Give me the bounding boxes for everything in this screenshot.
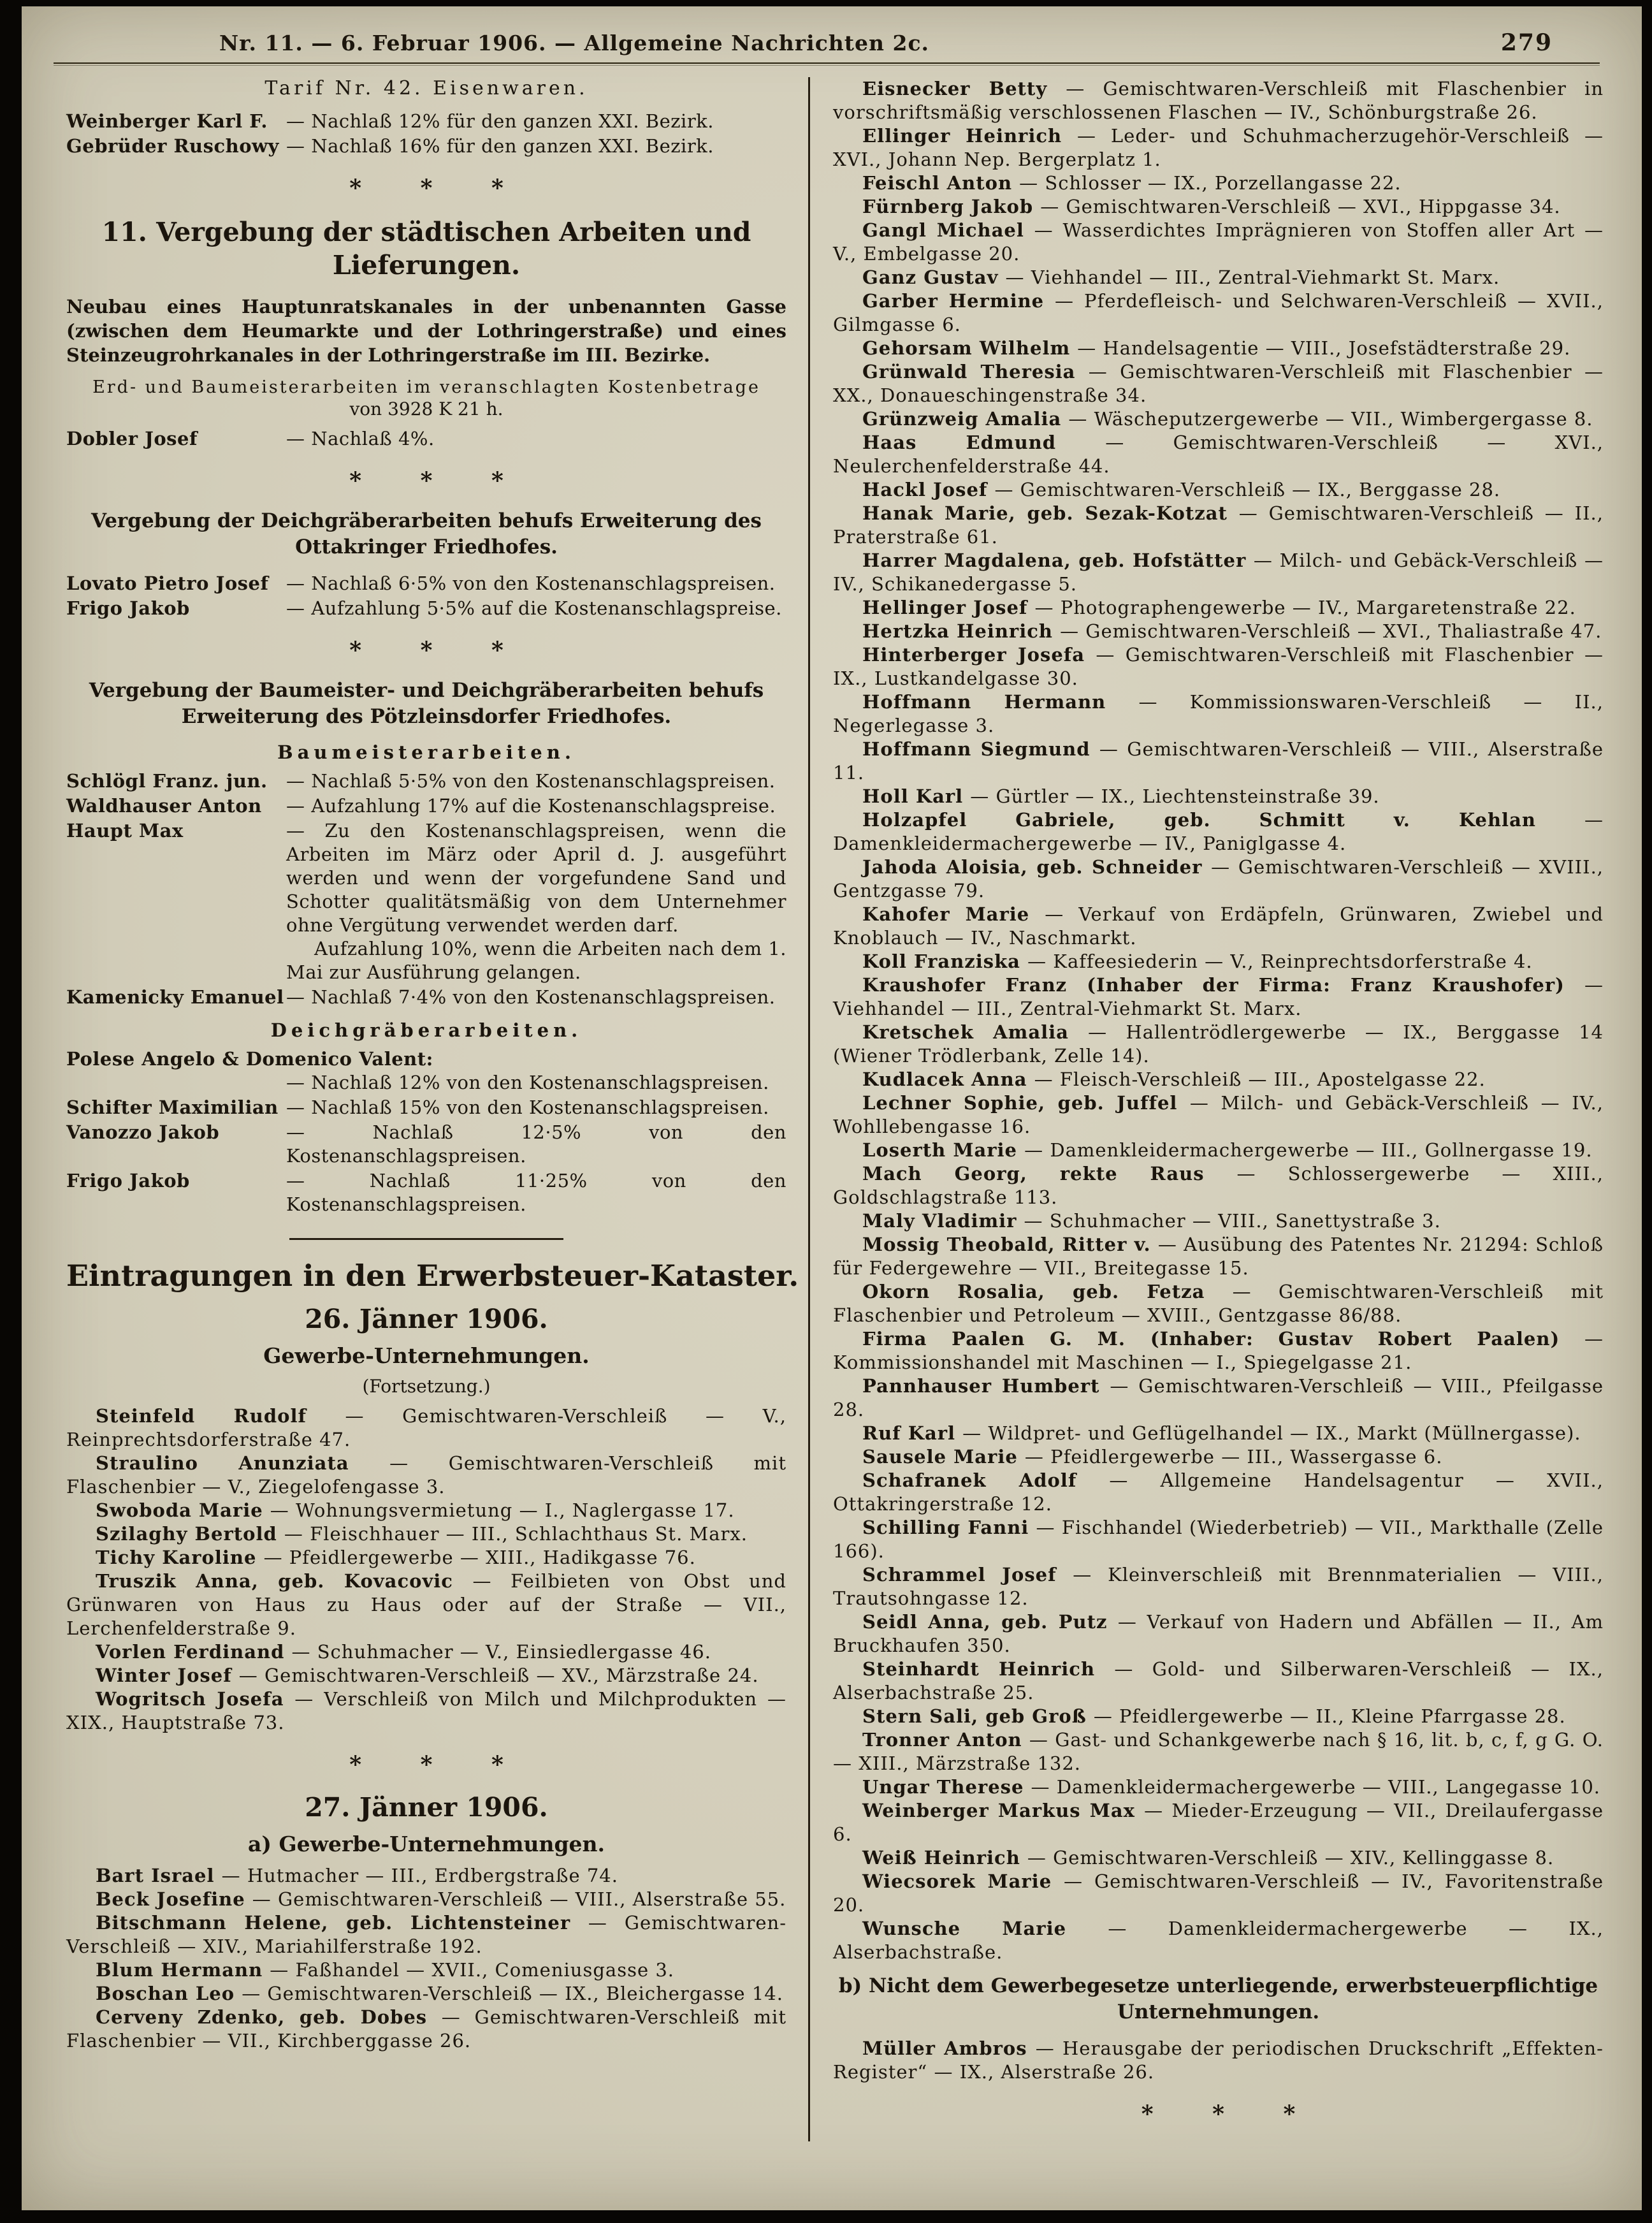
entry: Kraushofer Franz (Inhaber der Firma: Franz Kraushofer) — Viehhandel — III., Zentral-Viehmarkt St. Marx. [833, 974, 1604, 1019]
entry-text: — Zu den Kostenanschlagspreisen, wenn die Arbeiten im März oder April d. J. ausgeführt werden und wenn der vorgefundene Sand und Schotter qualitätsmäßig von dem Unternehmer ohne Vergütung verwendet werden darf. Aufzahlung 10%, wenn die Arbeiten nach dem 1. Mai zur Ausführung gelangen. [286, 820, 786, 983]
entry-name: Hertzka Heinrich [862, 620, 1061, 642]
entry-name: Pannhauser Humbert [862, 1375, 1110, 1397]
entry: Steinhardt Heinrich — Gold- und Silberwaren-Verschleiß — IX., Alserbachstraße 25. [833, 1658, 1604, 1703]
entry-name: Haupt Max [66, 820, 184, 842]
entry-name: Jahoda Aloisia, geb. Schneider [862, 856, 1212, 878]
entry: Firma Paalen G. M. (Inhaber: Gustav Robert Paalen) — Kommissionshandel mit Maschinen — I., Spiegelgasse 21. [833, 1328, 1604, 1373]
entry-name: Vanozzo Jakob [66, 1121, 220, 1143]
stars: * * * [349, 637, 504, 664]
entry: Boschan Leo — Gemischtwaren-Verschleiß — IX., Bleichergasse 14. [96, 1983, 783, 2004]
name-row [66, 794, 786, 818]
stars: * * * [349, 467, 504, 494]
entry: Bitschmann Helene, geb. Lichtensteiner — Gemischtwaren-Verschleiß — XIV., Mariahilferstraße 192. [66, 1912, 787, 1957]
date-heading: 26. Jänner 1906. [305, 1304, 548, 1334]
entry-name: Lovato Pietro Josef [66, 572, 269, 594]
entry-name: Haas Edmund [862, 432, 1106, 453]
entry-name: Weiß Heinrich [862, 1847, 1027, 1869]
entry-text: — Nachlaß 12% für den ganzen XXI. Bezirk. [286, 110, 714, 132]
entry-name: Schilling Fanni [862, 1517, 1036, 1538]
entry: Tichy Karoline — Pfeidlergewerbe — XIII., Hadikgasse 76. [96, 1547, 696, 1568]
entry-name: Kretschek Amalia [862, 1021, 1089, 1043]
entry-name: Weinberger Karl F. [66, 110, 268, 132]
entry-name: Polese Angelo & Domenico Valent: [66, 1048, 433, 1070]
entry: Swoboda Marie — Wohnungsvermietung — I., Naglergasse 17. [96, 1499, 735, 1521]
entry-name: Hellinger Josef [862, 597, 1035, 618]
name-row [66, 597, 786, 620]
entry: Mach Georg, rekte Raus — Schlossergewerbe — XIII., Goldschlagstraße 113. [833, 1163, 1604, 1208]
entry-name: Cerveny Zdenko, geb. Dobes [96, 2006, 442, 2028]
entry-text: — Aufzahlung 5·5% auf die Kostenanschlagspreise. [286, 597, 782, 619]
entry: Grünzweig Amalia — Wäscheputzergewerbe — VII., Wimbergergasse 8. [862, 408, 1593, 430]
name-row-wide [66, 1047, 786, 1095]
entry-name: Beck Josefine [96, 1888, 252, 1910]
entry: Feischl Anton — Schlosser — IX., Porzellangasse 22. [862, 172, 1402, 194]
spaced-center: Baumeisterarbeiten. [277, 741, 576, 763]
entry-name: Wunsche Marie [862, 1918, 1108, 1939]
entry-name: Tichy Karoline [96, 1547, 264, 1568]
entry-text: — Aufzahlung 17% auf die Kostenanschlagspreise. [286, 795, 776, 817]
section-heading: 11. Vergebung der städtischen Arbeiten und Lieferungen. [101, 217, 751, 281]
entry: Cerveny Zdenko, geb. Dobes — Gemischtwaren-Verschleiß mit Flaschenbier — VII., Kirchberggasse 26. [66, 2006, 786, 2052]
entry: Winter Josef — Gemischtwaren-Verschleiß — XV., Märzstraße 24. [96, 1665, 759, 1686]
header-title: Nr. 11. — 6. Februar 1906. — Allgemeine Nachrichten 2c. [219, 31, 930, 55]
entry-name: Ellinger Heinrich [862, 125, 1077, 147]
entry-name: Boschan Leo [96, 1983, 242, 2004]
stars: * * * [349, 175, 504, 201]
entry: Hackl Josef — Gemischtwaren-Verschleiß — IX., Berggasse 28. [862, 479, 1501, 500]
entry-name: Feischl Anton [862, 172, 1020, 194]
entry: Hoffmann Hermann — Kommissionswaren-Verschleiß — II., Negerlegasse 3. [833, 691, 1604, 736]
name-row [66, 1169, 786, 1216]
entry: Steinfeld Rudolf — Gemischtwaren-Verschleiß — V., Reinprechtsdorferstraße 47. [66, 1405, 786, 1450]
entry-name: Gehorsam Wilhelm [862, 337, 1078, 359]
entry: Okorn Rosalia, geb. Fetza — Gemischtwaren-Verschleiß mit Flaschenbier und Petroleum — XVIII., Gentzgasse 86/88. [833, 1281, 1604, 1326]
entry: Harrer Magdalena, geb. Hofstätter — Milch- und Gebäck-Verschleiß — IV., Schikanedergasse 5. [833, 550, 1604, 595]
entry-name: Truszik Anna, geb. Kovacovic [96, 1570, 473, 1592]
entry: Straulino Anunziata — Gemischtwaren-Verschleiß mit Flaschenbier — V., Ziegelofengasse 3. [66, 1452, 786, 1498]
entry-name: Stern Sali, geb Groß [862, 1705, 1094, 1727]
entry-name: Maly Vladimir [862, 1210, 1024, 1232]
left-column [66, 77, 808, 2141]
entry-name: Ungar Therese [862, 1776, 1031, 1798]
entry-name: Straulino Anunziata [96, 1452, 390, 1474]
entry-name: Schafranek Adolf [862, 1469, 1110, 1491]
entry-name: Blum Hermann [96, 1959, 270, 1981]
entry-name: Waldhauser Anton [66, 795, 262, 817]
stars: * * * [349, 1751, 504, 1778]
entry-name: Wiecsorek Marie [862, 1870, 1064, 1892]
entry: Wogritsch Josefa — Verschleiß von Milch und Milchprodukten — XIX., Hauptstraße 73. [66, 1688, 786, 1733]
entry-name: Hackl Josef [862, 479, 995, 500]
entry: Truszik Anna, geb. Kovacovic — Feilbieten von Obst und Grünwaren von Haus zu Haus oder auf der Straße — VII., Lerchenfelderstraße 9. [66, 1570, 786, 1639]
entry-name: Gangl Michael [862, 219, 1034, 241]
entry-name: Hinterberger Josefa [862, 644, 1096, 666]
entry-name: Kahofer Marie [862, 903, 1045, 925]
entry-name: Müller Ambros [862, 2037, 1036, 2059]
sub-heading: Vergebung der Baumeister- und Deichgräberarbeiten behufs Erweiterung des Pötzleinsdorfer Friedhofes. [89, 679, 764, 728]
entry: Maly Vladimir — Schuhmacher — VIII., Sanettystraße 3. [862, 1210, 1441, 1232]
entry-name: Bitschmann Helene, geb. Lichtensteiner [96, 1912, 588, 1934]
entry: Kahofer Marie — Verkauf von Erdäpfeln, Grünwaren, Zwiebel und Knoblauch — IV., Naschmarkt. [833, 903, 1604, 949]
entry-name: Frigo Jakob [66, 597, 190, 619]
entry: Schilling Fanni — Fischhandel (Wiederbetrieb) — VII., Markthalle (Zelle 166). [833, 1517, 1604, 1562]
entry: Koll Franziska — Kaffeesiederin — V., Reinprechtsdorferstraße 4. [862, 951, 1533, 972]
entry-name: Gebrüder Ruschowy [66, 135, 279, 157]
entry-text: — Nachlaß 5·5% von den Kostenanschlagspreisen. [286, 770, 776, 792]
stars: * * * [1141, 2101, 1296, 2127]
entry: Ganz Gustav — Viehhandel — III., Zentral-Viehmarkt St. Marx. [862, 266, 1500, 288]
entry-name: Kraushofer Franz (Inhaber der Firma: Franz Kraushofer) [862, 974, 1584, 996]
entry: Hanak Marie, geb. Sezak-Kotzat — Gemischtwaren-Verschleiß — II., Praterstraße 61. [833, 502, 1604, 548]
entry: Beck Josefine — Gemischtwaren-Verschleiß — VIII., Alserstraße 55. [96, 1888, 786, 1910]
entry: Eisnecker Betty — Gemischtwaren-Verschleiß mit Flaschenbier in vorschriftsmäßig verschlossenen Flaschen — IV., Schönburgstraße 26. [833, 78, 1604, 123]
name-row [66, 572, 786, 595]
entry-name: Weinberger Markus Max [862, 1800, 1145, 1821]
entry: Ungar Therese — Damenkleidermachergewerbe — VIII., Langegasse 10. [862, 1776, 1601, 1798]
entry-name: Harrer Magdalena, geb. Hofstätter [862, 550, 1254, 571]
right-column [810, 77, 1604, 2141]
spaced-center: Deichgräberarbeiten. [270, 1019, 583, 1041]
entry-text: — Nachlaß 16% für den ganzen XXI. Bezirk. [286, 135, 714, 157]
entry-text: — Nachlaß 15% von den Kostenanschlagspreisen. [286, 1097, 769, 1118]
entry-text: — Nachlaß 4%. [286, 428, 435, 449]
entry-name: Grünwald Theresia [862, 361, 1089, 383]
entry-name: Hoffmann Siegmund [862, 738, 1099, 760]
page-number: 279 [1500, 29, 1553, 56]
entry-name: Eisnecker Betty [862, 78, 1066, 99]
entry: Stern Sali, geb Groß — Pfeidlergewerbe — II., Kleine Pfarrgasse 28. [862, 1705, 1566, 1727]
entry-name: Schlögl Franz. jun. [66, 770, 268, 792]
group-heading: Gewerbe-Unternehmungen. [263, 1343, 590, 1368]
entry: Seidl Anna, geb. Putz — Verkauf von Hadern und Abfällen — II., Am Bruckhaufen 350. [833, 1611, 1604, 1656]
entry-name: Garber Hermine [862, 290, 1055, 312]
entry: Ruf Karl — Wildpret- und Geflügelhandel — IX., Markt (Müllnergasse). [862, 1422, 1581, 1444]
entry-text: — Nachlaß 6·5% von den Kostenanschlagspreisen. [286, 572, 776, 594]
entry-name: Sausele Marie [862, 1446, 1025, 1468]
entry-name: Okorn Rosalia, geb. Fetza [862, 1281, 1233, 1302]
big-heading: Eintragungen in den Erwerbsteuer-Kataster. [66, 1258, 799, 1293]
entry: Weinberger Markus Max — Mieder-Erzeugung — VII., Dreilaufergasse 6. [833, 1800, 1604, 1845]
entry-name: Wogritsch Josefa [96, 1688, 295, 1710]
entry: Gangl Michael — Wasserdichtes Imprägnieren von Stoffen aller Art — V., Embelgasse 20. [833, 219, 1604, 265]
entry: Mossig Theobald, Ritter v. — Ausübung des Patentes Nr. 21294: Schloß für Federgewehre — VII., Breitegasse 15. [833, 1234, 1604, 1279]
entry: Loserth Marie — Damenkleidermachergewerbe — III., Gollnergasse 19. [862, 1139, 1593, 1161]
entry-name: Hanak Marie, geb. Sezak-Kotzat [862, 502, 1239, 524]
date-heading: 27. Jänner 1906. [305, 1792, 548, 1823]
rule [289, 1238, 563, 1240]
entry: Gehorsam Wilhelm — Handelsagentie — VIII., Josefstädterstraße 29. [862, 337, 1571, 359]
entry-name: Ganz Gustav [862, 266, 1006, 288]
entry-name: Loserth Marie [862, 1139, 1025, 1161]
entry: Lechner Sophie, geb. Juffel — Milch- und Gebäck-Verschleiß — IV., Wohllebengasse 16. [833, 1092, 1604, 1137]
entry-name: Steinfeld Rudolf [96, 1405, 345, 1427]
entry-name: Mossig Theobald, Ritter v. [862, 1234, 1158, 1255]
entry: Schafranek Adolf — Allgemeine Handelsagentur — XVII., Ottakringerstraße 12. [833, 1469, 1604, 1515]
name-row [66, 986, 786, 1009]
entry: Blum Hermann — Faßhandel — XVII., Comeniusgasse 3. [96, 1959, 675, 1981]
entry: Garber Hermine — Pferdefleisch- und Selchwaren-Verschleiß — XVII., Gilmgasse 6. [833, 290, 1604, 335]
center-line: (Fortsetzung.) [362, 1376, 491, 1397]
entry: Holl Karl — Gürtler — IX., Liechtensteinstraße 39. [862, 785, 1380, 807]
name-row [66, 135, 786, 158]
entry-name: Seidl Anna, geb. Putz [862, 1611, 1118, 1633]
entry-text: — Nachlaß 12·5% von den Kostenanschlagspreisen. [286, 1121, 786, 1167]
entry: Vorlen Ferdinand — Schuhmacher — V., Einsiedlergasse 46. [96, 1641, 711, 1663]
name-row [66, 427, 786, 451]
entry-text: — Nachlaß 7·4% von den Kostenanschlagspreisen. [286, 986, 776, 1008]
entry: Hellinger Josef — Photographengewerbe — IV., Margaretenstraße 22. [862, 597, 1576, 618]
entry-name: Schrammel Josef [862, 1564, 1073, 1585]
entry: Jahoda Aloisia, geb. Schneider — Gemischtwaren-Verschleiß — XVIII., Gentzgasse 79. [833, 856, 1604, 901]
entry-name: Holl Karl [862, 785, 971, 807]
entry-name: Firma Paalen G. M. (Inhaber: Gustav Robert Paalen) [862, 1328, 1584, 1350]
entry-name: Tronner Anton [862, 1729, 1029, 1751]
entry-name: Holzapfel Gabriele, geb. Schmitt v. Kehlan [862, 809, 1584, 831]
name-row [66, 819, 786, 984]
entry-name: Winter Josef [96, 1665, 239, 1686]
entry-name: Vorlen Ferdinand [96, 1641, 292, 1663]
entry: Ellinger Heinrich — Leder- und Schuhmacherzugehör-Verschleiß — XVI., Johann Nep. Bergerplatz 1. [833, 125, 1604, 170]
name-row [66, 1121, 786, 1168]
columns [22, 66, 1642, 2141]
entry-text: — Nachlaß 11·25% von den Kostenanschlagspreisen. [286, 1170, 786, 1215]
entry: Bart Israel — Hutmacher — III., Erdbergstraße 74. [96, 1865, 618, 1886]
entry-name: Kamenicky Emanuel [66, 986, 284, 1008]
entry: Kudlacek Anna — Fleisch-Verschleiß — III., Apostelgasse 22. [862, 1068, 1486, 1090]
sub-heading: b) Nicht dem Gewerbegesetze unterliegende, erwerbsteuerpflichtige Unternehmungen. [838, 1974, 1598, 2023]
entry: Müller Ambros — Herausgabe der periodischen Druckschrift „Effekten-Register“ — IX., Alserstraße 26. [833, 2037, 1604, 2083]
entry: Fürnberg Jakob — Gemischtwaren-Verschleiß — XVI., Hippgasse 34. [862, 196, 1561, 217]
entry-name: Fürnberg Jakob [862, 196, 1041, 217]
entry-name: Szilaghy Bertold [96, 1523, 284, 1545]
entry-name: Grünzweig Amalia [862, 408, 1069, 430]
entry-name: Ruf Karl [862, 1422, 963, 1444]
page-header [22, 6, 1642, 62]
entry-text: — Nachlaß 12% von den Kostenanschlagspreisen. [286, 1072, 769, 1093]
entry-name: Lechner Sophie, geb. Juffel [862, 1092, 1190, 1114]
entry-name: Hoffmann Hermann [862, 691, 1139, 713]
center-line: von 3928 K 21 h. [349, 398, 504, 419]
entry-name: Koll Franziska [862, 951, 1028, 972]
entry-name: Swoboda Marie [96, 1499, 270, 1521]
entry: Szilaghy Bertold — Fleischhauer — III., Schlachthaus St. Marx. [96, 1523, 748, 1545]
entry: Wunsche Marie — Damenkleidermachergewerbe — IX., Alserbachstraße. [833, 1918, 1604, 1963]
name-row [66, 1096, 786, 1119]
bold-paragraph: Neubau eines Hauptunratskanales in der unbenannten Gasse (zwischen dem Heumarkte und der Lothringerstraße) und eines Steinzeugrohrkanales in der Lothringerstraße im III. Bezirke. [66, 296, 786, 366]
entry-name: Mach Georg, rekte Raus [862, 1163, 1237, 1184]
entry: Grünwald Theresia — Gemischtwaren-Verschleiß mit Flaschenbier — XX., Donaueschingenstraße 34. [833, 361, 1604, 406]
entry: Schrammel Josef — Kleinverschleiß mit Brennmaterialien — VIII., Trautsohngasse 12. [833, 1564, 1604, 1609]
entry: Sausele Marie — Pfeidlergewerbe — III., Wassergasse 6. [862, 1446, 1443, 1468]
entry: Hertzka Heinrich — Gemischtwaren-Verschleiß — XVI., Thaliastraße 47. [862, 620, 1602, 642]
entry: Haas Edmund — Gemischtwaren-Verschleiß — XVI., Neulerchenfelderstraße 44. [833, 432, 1604, 477]
sub-heading: Vergebung der Deichgräberarbeiten behufs Erweiterung des Ottakringer Friedhofes. [91, 509, 762, 558]
tariff-line: Tarif Nr. 42. Eisenwaren. [264, 77, 588, 99]
name-row [66, 769, 786, 793]
name-row [66, 110, 786, 133]
entry-name: Dobler Josef [66, 428, 198, 449]
spaced-line: Erd- und Baumeisterarbeiten im veranschlagten Kostenbetrage [92, 377, 760, 397]
entry: Holzapfel Gabriele, geb. Schmitt v. Kehlan — Damenkleidermachergewerbe — IV., Paniglgasse 4. [833, 809, 1604, 854]
entry: Hinterberger Josefa — Gemischtwaren-Verschleiß mit Flaschenbier — IX., Lustkandelgasse 30. [833, 644, 1604, 689]
entry: Pannhauser Humbert — Gemischtwaren-Verschleiß — VIII., Pfeilgasse 28. [833, 1375, 1604, 1420]
entry: Tronner Anton — Gast- und Schankgewerbe nach § 16, lit. b, c, f, g G. O. — XIII., Märzstraße 132. [833, 1729, 1604, 1774]
entry-name: Frigo Jakob [66, 1170, 190, 1192]
entry: Weiß Heinrich — Gemischtwaren-Verschleiß — XIV., Kellinggasse 8. [862, 1847, 1554, 1869]
entry-name: Bart Israel [96, 1865, 222, 1886]
entry: Hoffmann Siegmund — Gemischtwaren-Verschleiß — VIII., Alserstraße 11. [833, 738, 1604, 784]
entry-name: Kudlacek Anna [862, 1068, 1034, 1090]
entry: Wiecsorek Marie — Gemischtwaren-Verschleiß — IV., Favoritenstraße 20. [833, 1870, 1604, 1916]
newspaper-page [22, 6, 1642, 2210]
entry-name: Schifter Maximilian [66, 1097, 279, 1118]
entry-name: Steinhardt Heinrich [862, 1658, 1115, 1680]
group-heading: a) Gewerbe-Unternehmungen. [247, 1832, 605, 1856]
entry: Kretschek Amalia — Hallentrödlergewerbe — IX., Berggasse 14 (Wiener Trödlerbank, Zelle 14). [833, 1021, 1604, 1067]
